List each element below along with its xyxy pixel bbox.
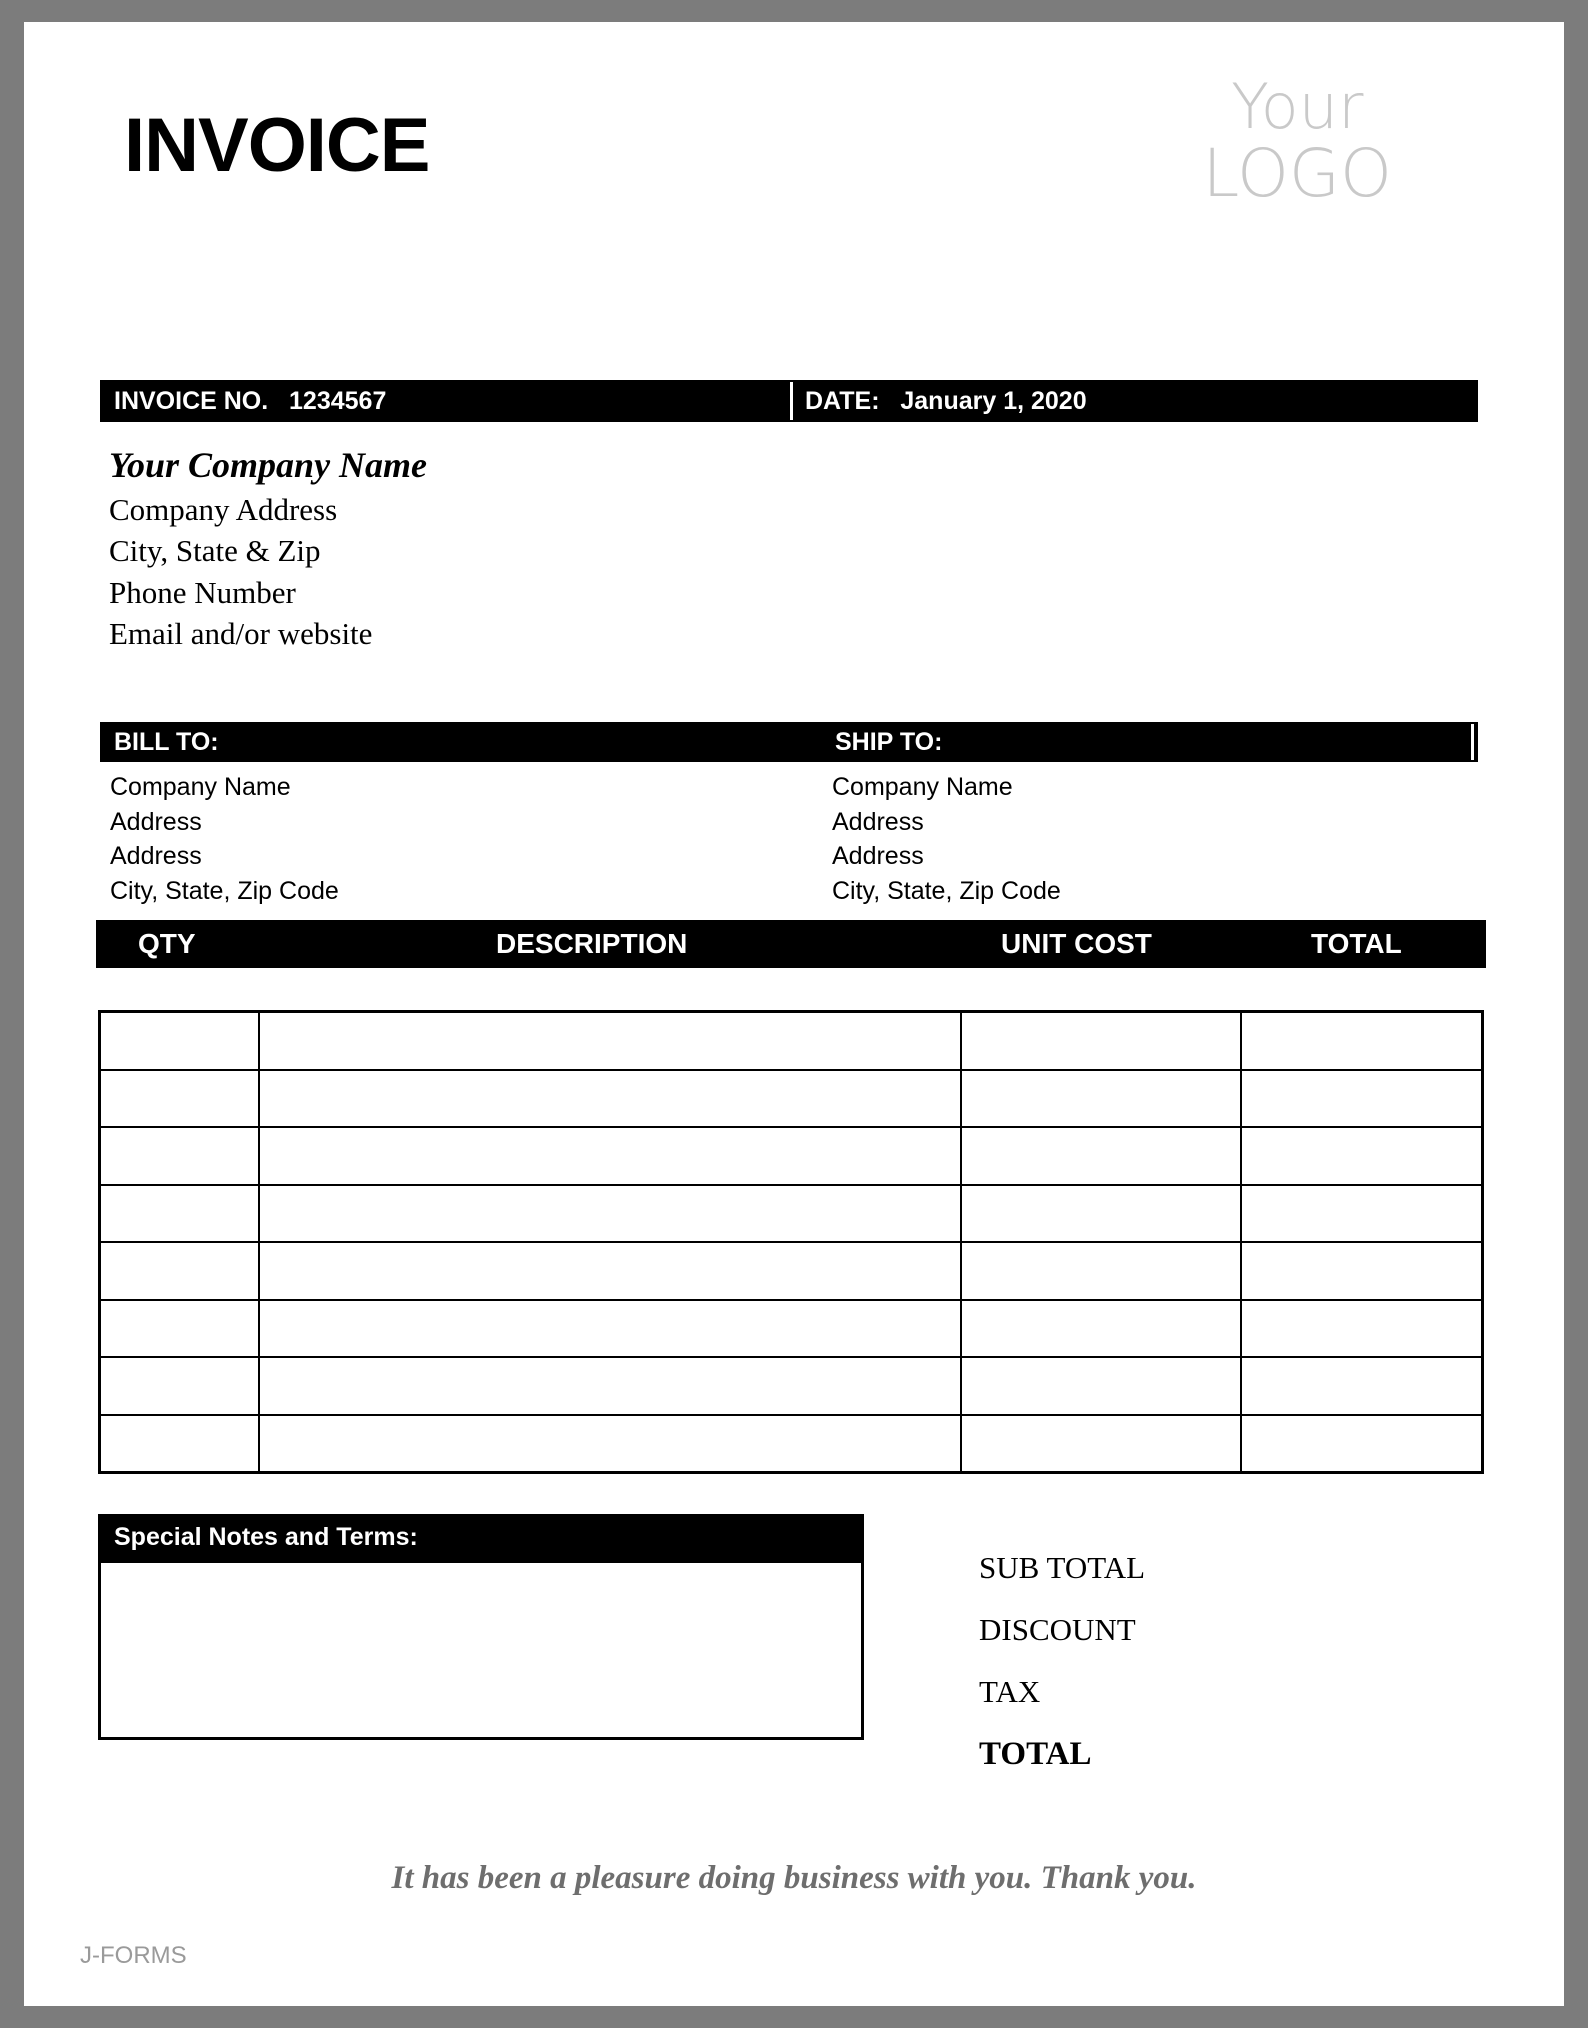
table-row[interactable] [101, 1301, 1481, 1359]
cell-divider [1240, 1301, 1242, 1357]
invoice-date-group [805, 380, 1087, 422]
cell-divider [1240, 1013, 1242, 1069]
cell-divider [960, 1416, 962, 1474]
invoice-number-group [114, 380, 386, 422]
bill-to-address[interactable] [110, 770, 339, 908]
bill-to-line-2: Address [110, 807, 202, 836]
cell-divider [960, 1013, 962, 1069]
table-row[interactable] [101, 1358, 1481, 1416]
cell-divider [960, 1071, 962, 1127]
logo-line-2: LOGO [1202, 135, 1392, 213]
special-notes-label: Special Notes and Terms: [114, 1523, 418, 1551]
total-row-discount: DISCOUNT [979, 1612, 1136, 1647]
ship-to-line-4: City, State, Zip Code [832, 876, 1061, 905]
total-row-total: TOTAL [979, 1736, 1092, 1772]
totals-block [979, 1552, 1399, 1802]
table-row[interactable] [101, 1013, 1481, 1071]
table-row[interactable] [101, 1128, 1481, 1186]
items-table-body [98, 1010, 1484, 1474]
special-notes-header [98, 1514, 864, 1560]
cell-divider [1240, 1358, 1242, 1414]
cell-divider [258, 1128, 260, 1184]
special-notes-input[interactable] [98, 1560, 864, 1740]
cell-divider [258, 1416, 260, 1474]
column-header-unit-cost: UNIT COST [1001, 928, 1152, 959]
ship-to-label: SHIP TO: [835, 728, 943, 756]
table-row[interactable] [101, 1186, 1481, 1244]
cell-divider [1240, 1416, 1242, 1474]
bill-to-line-4: City, State, Zip Code [110, 876, 339, 905]
ship-to-line-2: Address [832, 807, 924, 836]
invoice-meta-bar [100, 380, 1478, 422]
cell-divider [258, 1186, 260, 1242]
cell-divider [258, 1013, 260, 1069]
company-phone[interactable]: Phone Number [109, 574, 296, 610]
page-title: INVOICE [124, 103, 430, 188]
items-table-header [96, 920, 1486, 968]
thank-you-message: It has been a pleasure doing business with you. Thank you. [391, 1860, 1197, 1896]
column-header-total: TOTAL [1311, 928, 1402, 959]
cell-divider [960, 1186, 962, 1242]
cell-divider [258, 1358, 260, 1414]
invoice-page [24, 22, 1564, 2006]
table-row[interactable] [101, 1243, 1481, 1301]
bill-ship-header-bar [100, 722, 1478, 762]
cell-divider [258, 1071, 260, 1127]
column-header-qty: QTY [138, 928, 196, 959]
logo-line-1: Your [1231, 70, 1364, 143]
column-header-description: DESCRIPTION [496, 928, 688, 959]
cell-divider [258, 1301, 260, 1357]
cell-divider [960, 1301, 962, 1357]
company-city-state-zip[interactable]: City, State & Zip [109, 533, 321, 569]
total-row-sub-total: SUB TOTAL [979, 1550, 1146, 1585]
cell-divider [960, 1358, 962, 1414]
logo-placeholder [1202, 70, 1392, 213]
meta-divider [790, 382, 793, 420]
cell-divider [1240, 1128, 1242, 1184]
invoice-date-value[interactable]: January 1, 2020 [900, 387, 1087, 415]
bill-to-line-3: Address [110, 842, 202, 870]
invoice-date-label: DATE: [805, 387, 880, 415]
invoice-header [24, 22, 1564, 322]
ship-to-address[interactable] [832, 770, 1061, 908]
company-name[interactable]: Your Company Name [109, 445, 428, 485]
table-row[interactable] [101, 1071, 1481, 1129]
invoice-number-label: INVOICE NO. [114, 387, 269, 415]
total-row-tax: TAX [979, 1674, 1041, 1709]
cell-divider [960, 1243, 962, 1299]
company-address[interactable]: Company Address [109, 492, 338, 528]
ship-to-line-3: Address [832, 842, 924, 870]
ship-to-line-1: Company Name [832, 773, 1013, 801]
company-block [109, 444, 427, 654]
invoice-number-value[interactable]: 1234567 [289, 387, 387, 415]
cell-divider [258, 1243, 260, 1299]
bar-end-marker [1471, 724, 1474, 760]
cell-divider [1240, 1071, 1242, 1127]
bill-to-line-1: Company Name [110, 773, 291, 801]
bill-to-label: BILL TO: [114, 728, 219, 756]
table-row[interactable] [101, 1416, 1481, 1474]
cell-divider [1240, 1186, 1242, 1242]
cell-divider [1240, 1243, 1242, 1299]
form-brand: J-FORMS [80, 1942, 187, 1969]
cell-divider [960, 1128, 962, 1184]
company-email[interactable]: Email and/or website [109, 615, 373, 651]
